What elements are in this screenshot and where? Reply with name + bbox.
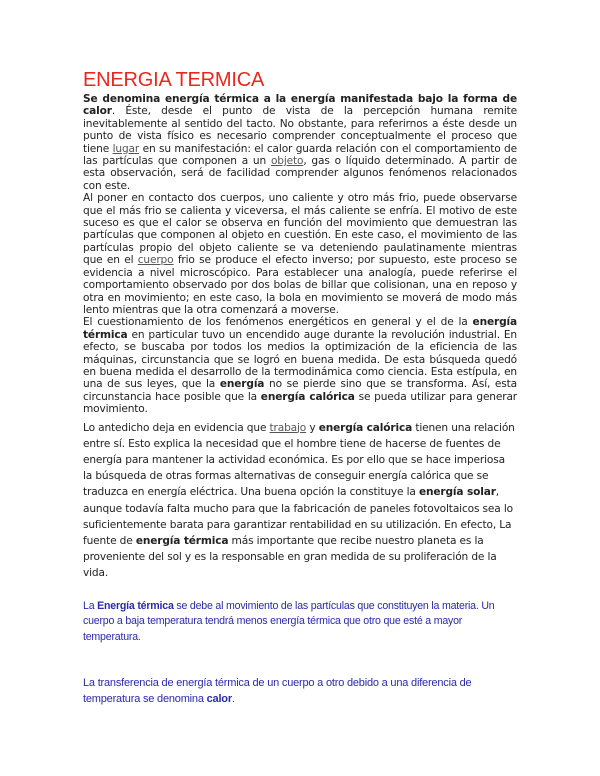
paragraph-text: Lo antedicho deja en evidencia que xyxy=(83,421,270,434)
document-page xyxy=(83,70,517,707)
paragraph-text: frio se produce el efecto inverso; por supuesto, este proceso se evidencia a nivel microscópico. Para establecer una analogía, puede referirse el comportamiento observado por dos bolas de billar que colisionan, una en reposo y otra en movimiento; en este caso, la bola en movimiento se moverá de modo más lento mientras que la otra comenzará a moverse. xyxy=(83,254,517,316)
paragraph-text: en su manifestación: el calor guarda relación con el comportamiento de las partículas que componen a un xyxy=(83,142,517,168)
link-objeto[interactable]: objeto xyxy=(270,155,304,168)
paragraph-text: no se pierde sino que se transforma. Así, esta circunstancia hace posible que la xyxy=(83,378,517,403)
paragraph-definition xyxy=(83,93,517,192)
paragraph-history xyxy=(83,316,517,415)
paragraph-text: El cuestionamiento de los fenómenos energéticos en general y el de la xyxy=(83,316,473,329)
paragraph-text: se debe al movimiento de las partículas que constituyen la materia. Un cuerpo a baja temperatura tendrá menos energía térmica que otro que esté a mayor temperatura. xyxy=(83,599,495,643)
paragraph-summary xyxy=(83,599,517,646)
paragraph-text: en particular tuvo un encendido auge durante la revolución industrial. En efecto, se buscaba por todos los medios la optimización de la eficiencia de las máquinas, circunstancia que se logró en buena medida. De esta búsqueda quedó en buena medida el desarrollo de la termodinámica como ciencia. Esta estípula, en una de sus leyes, que la xyxy=(83,328,517,391)
paragraph-text: La transferencia de energía térmica de un cuerpo a otro debido a una diferencia de temperatura se denomina xyxy=(83,677,472,705)
paragraph-text: . xyxy=(231,692,235,705)
bold-term: Energía térmica xyxy=(97,599,174,612)
page-title: ENERGIA TERMICA xyxy=(83,69,265,91)
paragraph-heat-definition xyxy=(83,676,517,707)
paragraph-text: , aunque todavía falta mucho para que la fabricación de paneles fotovoltaicos sea lo suficientemente barata para garantizar rentabilidad en su utilización. En efecto, La fuente de xyxy=(83,486,513,547)
paragraph-economy xyxy=(83,420,517,582)
paragraph-text: , gas o líquido determinado. A partir de esta observación, será de facilidad comprender algunos fenómenos relacionados con este. xyxy=(83,155,517,192)
link-trabajo[interactable]: trabajo xyxy=(269,421,307,434)
paragraph-text: . Éste, desde el punto de vista de la percepción humana remite inevitablemente al sentido del tacto. No obstante, para referirnos a éste desde un punto de vista físico es necesario comprender conceptualmente el proceso que tiene xyxy=(83,105,517,155)
link-cuerpo[interactable]: cuerpo xyxy=(137,254,174,267)
link-lugar[interactable]: lugar xyxy=(112,142,140,155)
bold-term: energía térmica xyxy=(135,534,229,547)
paragraph-text: más importante que recibe nuestro planeta es la proveniente del sol y es la responsable en gran medida de su proliferación de la vida. xyxy=(83,534,497,580)
bold-term: energía xyxy=(219,378,265,391)
paragraph-text: tienen una relación entre sí. Esto explica la necesidad que el hombre tiene de hacerse de fuentes de energía para mantener la actividad económica. Es por ello que se hace imperiosa la búsqueda de otras formas alternativas de conseguir energía calórica que se traduzca en energía eléctrica. Una buena opción la constituye la xyxy=(83,421,515,499)
paragraph-text: se pueda utilizar para generar movimiento. xyxy=(83,390,517,416)
bold-term: energía solar xyxy=(418,486,496,499)
paragraph-text: y xyxy=(306,421,319,434)
bold-term: energía térmica xyxy=(83,316,517,341)
paragraph-text: La xyxy=(83,599,98,612)
definition-bold-lead: Se denomina energía térmica a la energía manifestada bajo la forma de calor xyxy=(83,93,517,118)
paragraph-contact xyxy=(83,192,517,316)
bold-term: calor xyxy=(206,692,232,705)
bold-term: energía calórica xyxy=(318,421,413,434)
bold-term: energía calórica xyxy=(260,390,355,403)
paragraph-text: Al poner en contacto dos cuerpos, uno caliente y otro más frio, puede observarse que el más frio se calienta y viceversa, el más caliente se enfría. El motivo de este suceso es que el calor se observa en función del movimiento que demuestran las partículas que componen al objeto en cuestión. En este caso, el movimiento de las partículas propio del objeto caliente se va deteniendo paulatinamente mientras que en el xyxy=(83,192,517,267)
